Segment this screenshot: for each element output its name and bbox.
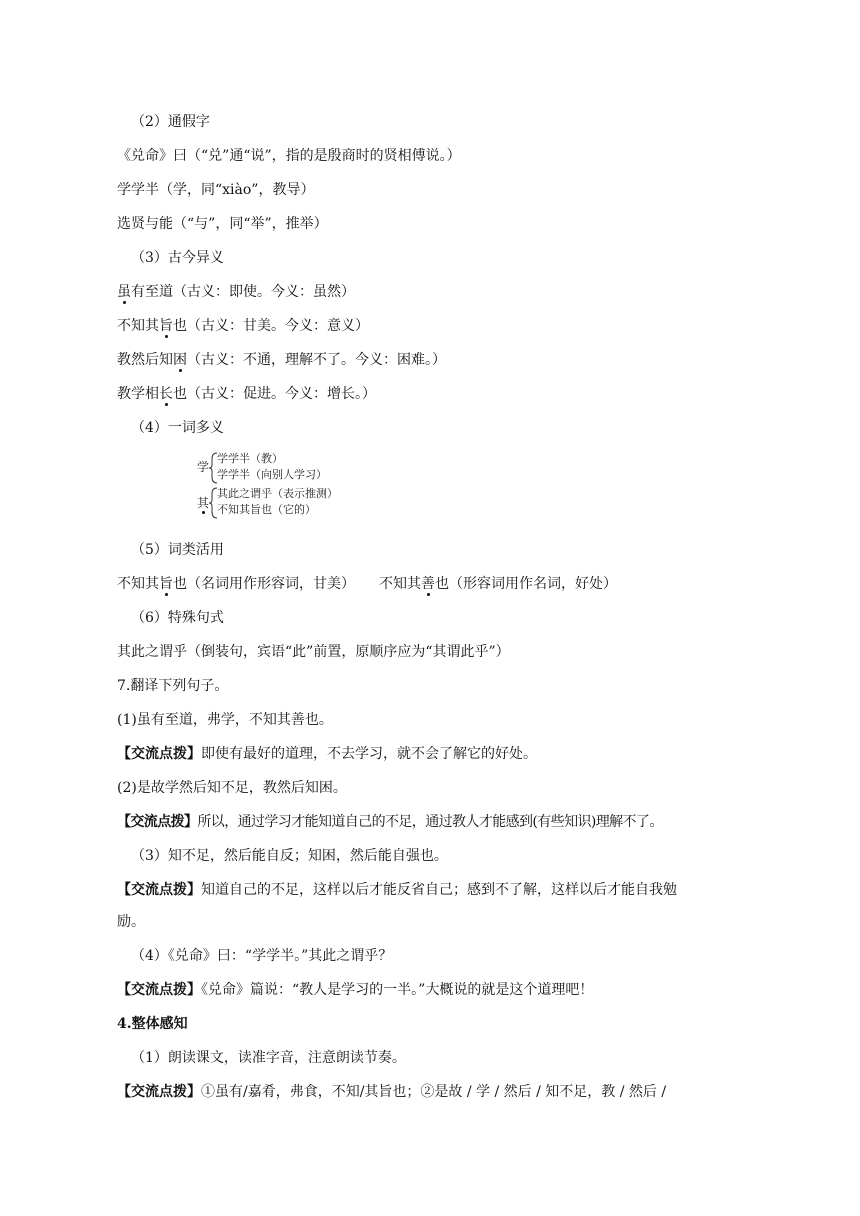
tongjiazi-line-1: 《兑命》曰（“兑”通“说”，指的是殷商时的贤相傅说。） [117, 148, 461, 164]
overall-a1: 【交流点拨】①虽有/嘉肴，弗食，不知/其旨也；②是故 / 学 / 然后 / 知不足，教 / 然后 / [117, 1084, 667, 1100]
gujin-line-1: 虽有至道（古义：即使。今义：虽然） [117, 284, 355, 300]
answer-tag: 【交流点拨】 [117, 814, 198, 830]
polysemy-item: 不知其旨也（它的） [217, 503, 316, 516]
emphasis-char: 虽 [117, 284, 131, 300]
tongjiazi-heading: （2）通假字 [131, 114, 210, 130]
answer-tag: 【交流点拨】 [117, 1084, 201, 1100]
teshu-heading: （6）特殊句式 [131, 610, 224, 626]
emphasis-char: 旨 [159, 318, 173, 334]
translate-q2: (2)是故学然后知不足，教然后知困。 [117, 780, 347, 796]
translate-q4: （4）《兑命》曰：“学学半。”其此之谓乎？ [131, 948, 393, 964]
emphasis-char: 善 [421, 576, 435, 592]
cilei-heading: （5）词类活用 [131, 542, 224, 558]
teshu-line: 其此之谓乎（倒装句，宾语“此”前置，原顺序应为“其谓此乎”） [117, 644, 510, 660]
polysemy-item: 其此之谓乎（表示推测） [217, 487, 338, 500]
gujin-line-2: 不知其旨也（古义：甘美。今义：意义） [117, 318, 369, 334]
translate-q3: （3）知不足，然后能自反；知困，然后能自强也。 [131, 848, 448, 864]
emphasis-char: 困 [173, 352, 187, 368]
translate-q1: (1)虽有至道，弗学，不知其善也。 [117, 712, 333, 728]
translate-a3-cont: 励。 [117, 914, 145, 930]
cilei-line: 不知其旨也（名词用作形容词，甘美） 不知其善也（形容词用作名词，好处） [117, 576, 617, 592]
answer-tag: 【交流点拨】 [117, 882, 201, 898]
answer-tag: 【交流点拨】 [117, 746, 201, 762]
emphasis-char: 旨 [159, 576, 173, 592]
translate-a3: 【交流点拨】知道自己的不足，这样以后才能反省自己；感到不了解，这样以后才能自我勉 [117, 882, 677, 898]
polysemy-item: 学学半（向别人学习） [217, 468, 327, 481]
translate-a1: 【交流点拨】即使有最好的道理，不去学习，就不会了解它的好处。 [117, 746, 537, 762]
translate-a4: 【交流点拨】《兑命》篇说：“教人是学习的一半。”大概说的就是这个道理吧！ [117, 982, 594, 998]
gujin-line-3: 教然后知困（古义：不通，理解不了。今义：困难。） [117, 352, 446, 368]
gujin-line-4: 教学相长也（古义：促进。今义：增长。） [117, 386, 376, 402]
tongjiazi-line-3: 选贤与能（“与”，同“举”，推举） [117, 216, 328, 232]
yici-heading: （4）一词多义 [131, 420, 224, 436]
translate-heading: 7.翻译下列句子。 [117, 678, 229, 694]
gujin-heading: （3）古今异义 [131, 250, 224, 266]
polysemy-char-qi: 其 [197, 496, 210, 510]
overall-heading: 4.整体感知 [117, 1016, 188, 1032]
emphasis-char: 长 [159, 386, 173, 402]
polysemy-diagram [197, 450, 367, 525]
translate-a2: 【交流点拨】所以，通过学习才能知道自己的不足，通过教人才能感到(有些知识)理解不了。 [117, 814, 663, 830]
polysemy-item: 学学半（教） [217, 452, 283, 465]
answer-tag: 【交流点拨】 [117, 982, 201, 998]
tongjiazi-line-2: 学学半（学，同“xiào”，教导） [117, 182, 315, 198]
polysemy-char-xue: 学 [197, 460, 210, 474]
overall-q1: （1）朗读课文，读准字音，注意朗读节奏。 [131, 1050, 406, 1066]
